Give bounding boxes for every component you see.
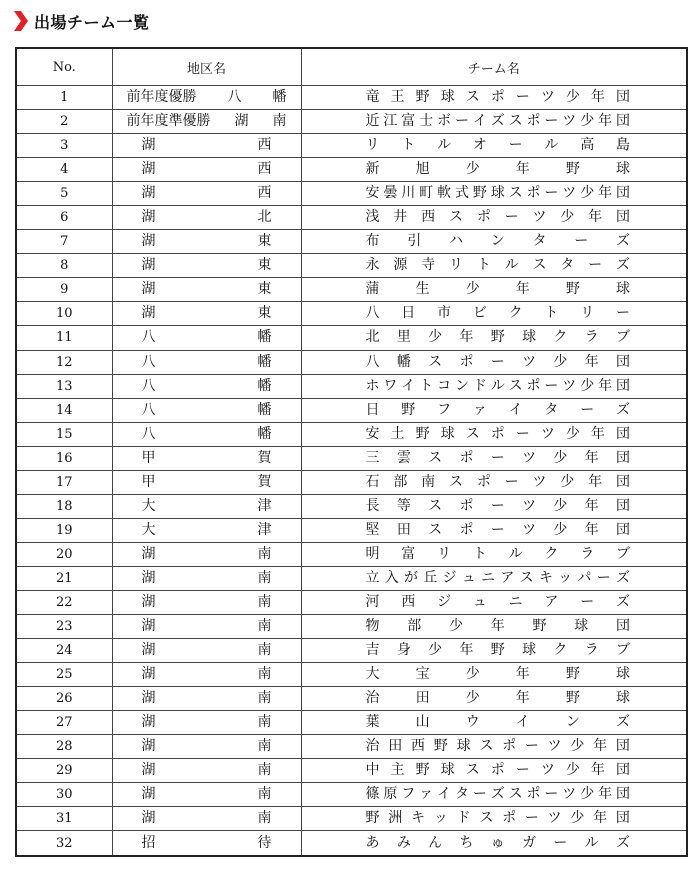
area-name	[142, 615, 272, 638]
area-name	[142, 687, 272, 710]
row-number: 15	[16, 422, 112, 446]
team-name: 八 日 市 ビ ク ト リ ー	[365, 305, 630, 322]
row-number: 9	[16, 278, 112, 302]
row-number: 23	[16, 615, 112, 639]
area-cell	[112, 831, 301, 856]
area-cell	[112, 711, 301, 735]
row-number: 4	[16, 158, 112, 182]
area-part: 八	[141, 377, 156, 394]
team-cell	[301, 422, 687, 446]
row-number: 18	[16, 494, 112, 518]
area-name	[142, 711, 272, 734]
row-number: 6	[16, 206, 112, 230]
area-name	[142, 567, 272, 590]
area-part: 東	[257, 257, 272, 274]
area-part: 南	[257, 569, 272, 586]
area-part: 八	[227, 89, 242, 106]
team-name: 安 曇 川 町 軟 式 野 球 ス ポ ー ツ 少 年 団	[365, 185, 630, 202]
row-number: 14	[16, 398, 112, 422]
row-number: 2	[16, 110, 112, 134]
team-name: 新 旭 少 年 野 球	[365, 161, 630, 178]
row-number: 3	[16, 134, 112, 158]
area-name	[142, 783, 272, 806]
area-part: 湖	[141, 281, 156, 298]
area-cell	[112, 639, 301, 663]
area-part: 南	[257, 618, 272, 635]
area-part: 東	[257, 281, 272, 298]
area-cell	[112, 374, 301, 398]
table-row	[16, 831, 687, 856]
area-part: 賀	[257, 473, 272, 490]
area-part: 西	[257, 137, 272, 154]
table-row	[16, 735, 687, 759]
row-number: 31	[16, 807, 112, 831]
row-number: 8	[16, 254, 112, 278]
area-name	[142, 326, 272, 349]
team-name: 北 里 少 年 野 球 ク ラ ブ	[365, 329, 630, 346]
team-cell	[301, 374, 687, 398]
table-body	[16, 86, 687, 857]
area-cell	[112, 110, 301, 134]
area-cell	[112, 86, 301, 110]
team-cell	[301, 711, 687, 735]
table-row	[16, 422, 687, 446]
team-name: 治 田 西 野 球 ス ポ ー ツ 少 年 団	[365, 738, 630, 755]
team-name: 吉 身 少 年 野 球 ク ラ ブ	[365, 642, 630, 659]
area-part: 八	[141, 353, 156, 370]
area-cell	[112, 494, 301, 518]
team-name: 中 主 野 球 ス ポ ー ツ 少 年 団	[365, 762, 630, 779]
area-cell	[112, 326, 301, 350]
team-name: 野 洲 キ ッ ド ス ポ ー ツ 少 年 団	[365, 810, 630, 827]
table-row	[16, 446, 687, 470]
area-cell	[112, 759, 301, 783]
area-part: 待	[257, 834, 272, 851]
area-part: 湖	[141, 137, 156, 154]
team-name: 河 西 ジ ュ ニ ア ー ズ	[365, 594, 630, 610]
area-name	[142, 759, 272, 782]
area-cell	[112, 542, 301, 566]
area-name	[142, 158, 272, 181]
area-cell	[112, 302, 301, 326]
table-row	[16, 398, 687, 422]
area-name	[142, 543, 272, 566]
team-cell	[301, 494, 687, 518]
team-name: 葉 山 ウ イ ン ズ	[365, 714, 630, 731]
area-cell	[112, 807, 301, 831]
area-cell	[112, 206, 301, 230]
team-cell	[301, 446, 687, 470]
area-cell	[112, 590, 301, 614]
team-cell	[301, 254, 687, 278]
table-header-row	[16, 48, 687, 86]
area-part: 東	[257, 233, 272, 250]
team-cell	[301, 615, 687, 639]
area-name	[142, 254, 272, 277]
row-number: 22	[16, 590, 112, 614]
table-row	[16, 374, 687, 398]
area-cell	[112, 398, 301, 422]
row-number: 30	[16, 783, 112, 807]
area-cell	[112, 470, 301, 494]
area-cell	[112, 230, 301, 254]
area-name	[142, 423, 272, 446]
team-cell	[301, 518, 687, 542]
row-number: 29	[16, 759, 112, 783]
table-row	[16, 254, 687, 278]
row-number: 16	[16, 446, 112, 470]
team-cell	[301, 735, 687, 759]
header-no: No.	[16, 48, 112, 86]
team-name: あ み ん ち ゅ ガ ー ル ズ	[365, 834, 630, 851]
team-name: 石 部 南 ス ポ ー ツ 少 年 団	[365, 473, 630, 490]
area-cell	[112, 158, 301, 182]
team-name: 三 雲 ス ポ ー ツ 少 年 団	[365, 449, 630, 466]
table-row	[16, 278, 687, 302]
team-cell	[301, 134, 687, 158]
row-number: 21	[16, 566, 112, 590]
team-table-wrapper	[15, 47, 686, 857]
area-name	[142, 663, 272, 686]
row-number: 26	[16, 687, 112, 711]
area-cell	[112, 735, 301, 759]
area-part: 南	[257, 690, 272, 707]
area-cell	[112, 663, 301, 687]
area-part: 賀	[257, 449, 272, 466]
table-row	[16, 86, 687, 110]
area-part: 湖	[141, 714, 156, 731]
team-cell	[301, 278, 687, 302]
area-cell	[112, 350, 301, 374]
table-row	[16, 518, 687, 542]
area-part: 南	[257, 738, 272, 755]
team-name: 近 江 富 士 ボ ー イ ズ ス ポ ー ツ 少 年 団	[365, 113, 630, 130]
table-row	[16, 230, 687, 254]
table-row	[16, 759, 687, 783]
area-part: 甲	[141, 473, 156, 490]
area-part: 湖	[141, 233, 156, 250]
table-row	[16, 663, 687, 687]
area-part: 南	[272, 113, 287, 130]
table-row	[16, 494, 687, 518]
area-name	[142, 639, 272, 662]
team-cell	[301, 687, 687, 711]
team-name: 日 野 フ ァ イ タ ー ズ	[365, 401, 630, 418]
row-number: 17	[16, 470, 112, 494]
team-name: 堅 田 ス ポ ー ツ 少 年 団	[365, 521, 630, 538]
area-part: 大	[141, 497, 156, 514]
table-row	[16, 590, 687, 614]
team-cell	[301, 783, 687, 807]
area-cell	[112, 134, 301, 158]
area-cell	[112, 615, 301, 639]
row-number: 7	[16, 230, 112, 254]
header-area: 地区名	[112, 48, 301, 86]
area-part: 西	[257, 161, 272, 178]
team-name: 篠 原 フ ァ イ タ ー ズ ス ポ ー ツ 少 年 団	[365, 786, 630, 803]
team-cell	[301, 542, 687, 566]
row-number: 10	[16, 302, 112, 326]
row-number: 24	[16, 639, 112, 663]
area-part: 湖	[141, 738, 156, 755]
area-part: 湖	[141, 642, 156, 659]
area-part: 幡	[257, 401, 272, 418]
page-title: 出場チーム一覧	[34, 12, 150, 32]
area-part: 湖	[141, 209, 156, 226]
area-part: 甲	[141, 449, 156, 466]
team-name: 永 源 寺 リ ト ル ス タ ー ズ	[365, 257, 630, 274]
area-name	[142, 351, 272, 374]
area-part: 東	[257, 305, 272, 322]
area-name	[142, 278, 272, 301]
team-name: 大 宝 少 年 野 球	[365, 666, 630, 683]
team-name: 蒲 生 少 年 野 球	[365, 281, 630, 298]
row-number: 11	[16, 326, 112, 350]
area-name	[142, 807, 272, 830]
row-number: 27	[16, 711, 112, 735]
row-number: 1	[16, 86, 112, 110]
area-part: 湖	[141, 545, 156, 562]
team-name: 安 土 野 球 ス ポ ー ツ 少 年 団	[365, 425, 630, 442]
table-row	[16, 302, 687, 326]
area-part: 湖	[141, 762, 156, 779]
area-cell	[112, 254, 301, 278]
team-name: 布 引 ハ ン タ ー ズ	[365, 233, 630, 250]
table-row	[16, 807, 687, 831]
table-row	[16, 158, 687, 182]
area-part: 南	[257, 642, 272, 659]
area-name	[142, 495, 272, 518]
team-cell	[301, 807, 687, 831]
area-name	[127, 110, 287, 133]
team-cell	[301, 639, 687, 663]
area-name	[142, 206, 272, 229]
team-name: リ ト ル オ ー ル 高 島	[365, 137, 630, 154]
team-name: 物 部 少 年 野 球 団	[365, 618, 630, 635]
area-part: 湖	[141, 569, 156, 586]
table-row	[16, 542, 687, 566]
table-row	[16, 566, 687, 590]
area-part: 前年度優勝	[126, 89, 197, 106]
team-table	[15, 47, 688, 857]
table-row	[16, 711, 687, 735]
chevron-right-icon	[12, 11, 28, 31]
area-cell	[112, 566, 301, 590]
team-name: 長 等 ス ポ ー ツ 少 年 団	[365, 497, 630, 514]
header-team: チーム名	[301, 48, 687, 86]
area-part: 南	[257, 545, 272, 562]
team-cell	[301, 110, 687, 134]
area-part: 湖	[141, 666, 156, 683]
area-part: 南	[257, 786, 272, 803]
row-number: 28	[16, 735, 112, 759]
area-name	[142, 447, 272, 470]
area-part: 幡	[257, 353, 272, 370]
area-part: 南	[257, 714, 272, 731]
area-cell	[112, 518, 301, 542]
table-row	[16, 639, 687, 663]
table-row	[16, 206, 687, 230]
team-cell	[301, 158, 687, 182]
team-cell	[301, 326, 687, 350]
team-name: 八 幡 ス ポ ー ツ 少 年 団	[365, 353, 630, 370]
table-row	[16, 470, 687, 494]
area-name	[142, 832, 272, 855]
team-cell	[301, 566, 687, 590]
area-cell	[112, 182, 301, 206]
team-cell	[301, 182, 687, 206]
area-part: 南	[257, 666, 272, 683]
area-part: 幡	[272, 89, 287, 106]
team-cell	[301, 350, 687, 374]
table-row	[16, 110, 687, 134]
area-cell	[112, 446, 301, 470]
area-part: 湖	[141, 618, 156, 635]
table-row	[16, 687, 687, 711]
area-part: 湖	[141, 594, 156, 610]
area-cell	[112, 422, 301, 446]
team-cell	[301, 86, 687, 110]
area-part: 湖	[141, 786, 156, 803]
area-cell	[112, 278, 301, 302]
area-part: 幡	[257, 329, 272, 346]
area-name	[127, 86, 287, 109]
area-name	[142, 230, 272, 253]
team-name: 明 富 リ ト ル ク ラ ブ	[365, 545, 630, 562]
area-name	[142, 399, 272, 422]
title-bar	[12, 8, 150, 34]
area-part: 南	[257, 762, 272, 779]
area-part: 前年度準優勝	[126, 113, 211, 130]
team-cell	[301, 831, 687, 856]
team-cell	[301, 663, 687, 687]
table-row	[16, 783, 687, 807]
area-name	[142, 591, 272, 614]
row-number: 20	[16, 542, 112, 566]
area-name	[142, 735, 272, 758]
table-row	[16, 182, 687, 206]
team-name: 立 入 が 丘 ジ ュ ニ ア ス キ ッ パ ー ズ	[365, 569, 630, 586]
row-number: 25	[16, 663, 112, 687]
row-number: 5	[16, 182, 112, 206]
table-row	[16, 350, 687, 374]
table-row	[16, 326, 687, 350]
area-part: 湖	[141, 257, 156, 274]
area-part: 湖	[141, 161, 156, 178]
row-number: 12	[16, 350, 112, 374]
area-part: 大	[141, 521, 156, 538]
team-cell	[301, 470, 687, 494]
area-cell	[112, 687, 301, 711]
team-cell	[301, 230, 687, 254]
area-name	[142, 302, 272, 325]
area-name	[142, 519, 272, 542]
area-part: 湖	[141, 185, 156, 202]
team-name: 竜 王 野 球 ス ポ ー ツ 少 年 団	[365, 89, 630, 106]
area-part: 幡	[257, 377, 272, 394]
team-name: 治 田 少 年 野 球	[365, 690, 630, 707]
area-part: 南	[257, 594, 272, 610]
team-name: ホ ワ イ ト コ ン ド ル ス ポ ー ツ 少 年 団	[365, 377, 630, 394]
area-part: 西	[257, 185, 272, 202]
area-part: 幡	[257, 425, 272, 442]
area-name	[142, 182, 272, 205]
area-name	[142, 134, 272, 157]
area-part: 津	[257, 497, 272, 514]
table-row	[16, 134, 687, 158]
team-cell	[301, 759, 687, 783]
table-row	[16, 615, 687, 639]
row-number: 32	[16, 831, 112, 856]
area-part: 津	[257, 521, 272, 538]
area-cell	[112, 783, 301, 807]
area-name	[142, 471, 272, 494]
area-part: 湖	[141, 810, 156, 827]
row-number: 19	[16, 518, 112, 542]
row-number: 13	[16, 374, 112, 398]
team-cell	[301, 398, 687, 422]
area-part: 八	[141, 401, 156, 418]
area-part: 八	[141, 425, 156, 442]
area-part: 北	[257, 209, 272, 226]
area-part: 湖	[141, 305, 156, 322]
area-part: 湖	[141, 690, 156, 707]
area-name	[142, 375, 272, 398]
team-cell	[301, 302, 687, 326]
area-part: 湖	[234, 113, 249, 130]
area-part: 八	[141, 329, 156, 346]
area-part: 南	[257, 810, 272, 827]
team-cell	[301, 590, 687, 614]
area-part: 招	[141, 834, 156, 851]
team-cell	[301, 206, 687, 230]
team-name: 浅 井 西 ス ポ ー ツ 少 年 団	[365, 209, 630, 226]
